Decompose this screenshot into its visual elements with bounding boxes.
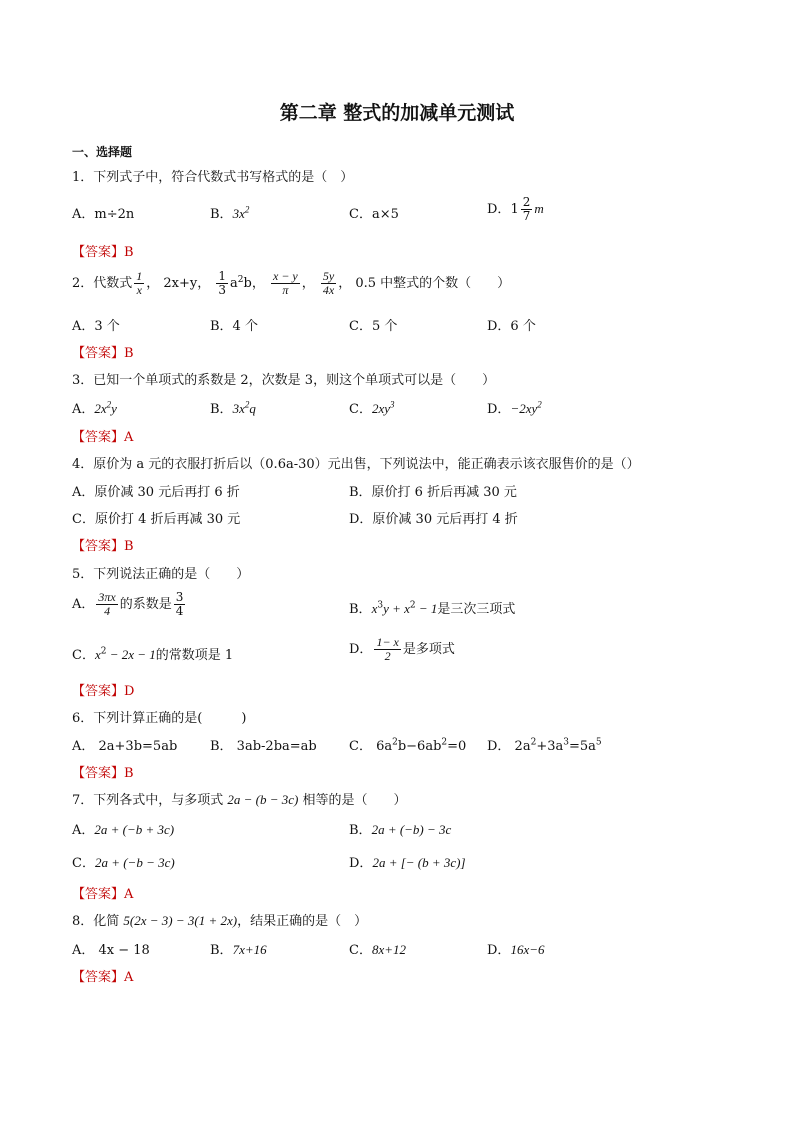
q4-option-c: C．原价打 4 折后再减 30 元 xyxy=(72,512,241,527)
q7-option-d: D．2a + [− (b + 3c)] xyxy=(349,855,466,871)
q6-answer: 【答案】B xyxy=(72,766,134,781)
q3-option-c: C．$2xy^3$ xyxy=(349,399,395,417)
q5-option-a: A． $\frac{3\pi x}{4}$ 的系数是 $\frac{3}{4}$ xyxy=(72,590,184,619)
q2-option-d: D．6 个 xyxy=(487,319,536,334)
q4-option-d: D．原价减 30 元后再打 4 折 xyxy=(349,512,518,527)
q3-option-d: D．$-2xy^2$ xyxy=(487,399,542,417)
question-4-stem: 4．原价为 a 元的衣服打折后以（0.6a-30）元出售，下列说法中，能正确表示该衣服售价的是（） xyxy=(72,457,640,472)
question-1-stem: 1．下列式子中，符合代数式书写格式的是（ ） xyxy=(72,170,354,185)
q2-answer: 【答案】B xyxy=(72,346,134,361)
question-3-stem: 3．已知一个单项式的系数是 2，次数是 3，则这个单项式可以是（ ） xyxy=(72,373,496,388)
q6-option-a: A． 2a+3b=5ab xyxy=(72,739,178,754)
q7-option-c: C．2a + (−b − 3c) xyxy=(72,855,175,871)
q7-option-a: A．2a + (−b + 3c) xyxy=(72,822,175,838)
q8-option-c: C．8x+12 xyxy=(349,942,406,958)
q8-option-d: D．16x−6 xyxy=(487,942,545,958)
q3-option-a: A．$2x^2y$ xyxy=(72,399,117,417)
question-5-stem: 5．下列说法正确的是（ ） xyxy=(72,567,250,582)
q2-option-a: A．3 个 xyxy=(72,319,120,334)
q7-option-b: B．2a + (−b) − 3c xyxy=(349,822,452,838)
q6-option-b: B． 3ab-2ba=ab xyxy=(210,739,317,754)
q4-answer: 【答案】B xyxy=(72,539,134,554)
q4-option-a: A．原价减 30 元后再打 6 折 xyxy=(72,485,240,500)
q3-answer: 【答案】A xyxy=(72,430,134,445)
q6-option-c: C． $6a^2b-6ab^2=0$ xyxy=(349,737,467,754)
q5-option-c: C．$x^2 - 2x - 1$的常数项是 1 xyxy=(72,646,234,663)
page-title: 第二章 整式的加减单元测试 xyxy=(279,102,515,124)
q5-option-d: D． $\frac{1- x}{2}$ 是多项式 xyxy=(349,635,455,664)
q6-option-d: D． $2a^2+3a^3=5a^5$ xyxy=(487,737,602,754)
q1-option-d: D．1 $\frac{2}{7}$ m xyxy=(487,195,544,224)
q1-option-c: C．a×5 xyxy=(349,207,399,222)
question-2-stem: 2．代数式 $\frac{1}{x}$ ， 2x+y， $\frac{1}{3}$ $a^2b$， $\frac{x - y}{\pi}$ ， $\frac{5y}{4x}$ ， 0.5 中整式的个数（ ） xyxy=(72,269,511,298)
q1-answer: 【答案】B xyxy=(72,245,134,260)
q1-option-a: A．m÷2n xyxy=(72,207,135,222)
q4-option-b: B．原价打 6 折后再减 30 元 xyxy=(349,485,517,500)
q3-option-b: B．$3x^2q$ xyxy=(210,399,256,417)
question-7-stem: 7．下列各式中，与多项式 2a − (b − 3c) 相等的是（ ） xyxy=(72,792,407,808)
question-8-stem: 8．化简 5(2x − 3) − 3(1 + 2x)，结果正确的是（ ） xyxy=(72,913,368,929)
section-heading: 一、选择题 xyxy=(72,145,133,159)
q1-option-b: B．$3x^2$ xyxy=(210,204,250,222)
q8-option-a: A． 4x − 18 xyxy=(72,943,150,958)
question-6-stem: 6．下列计算正确的是( ) xyxy=(72,711,247,726)
q8-answer: 【答案】A xyxy=(72,970,134,985)
q2-option-c: C．5 个 xyxy=(349,319,398,334)
q5-answer: 【答案】D xyxy=(72,684,135,699)
q7-answer: 【答案】A xyxy=(72,887,134,902)
q2-option-b: B．4 个 xyxy=(210,319,258,334)
q8-option-b: B．7x+16 xyxy=(210,942,267,958)
q5-option-b: B．$x^3y + x^2 - 1$是三次三项式 xyxy=(349,600,516,617)
